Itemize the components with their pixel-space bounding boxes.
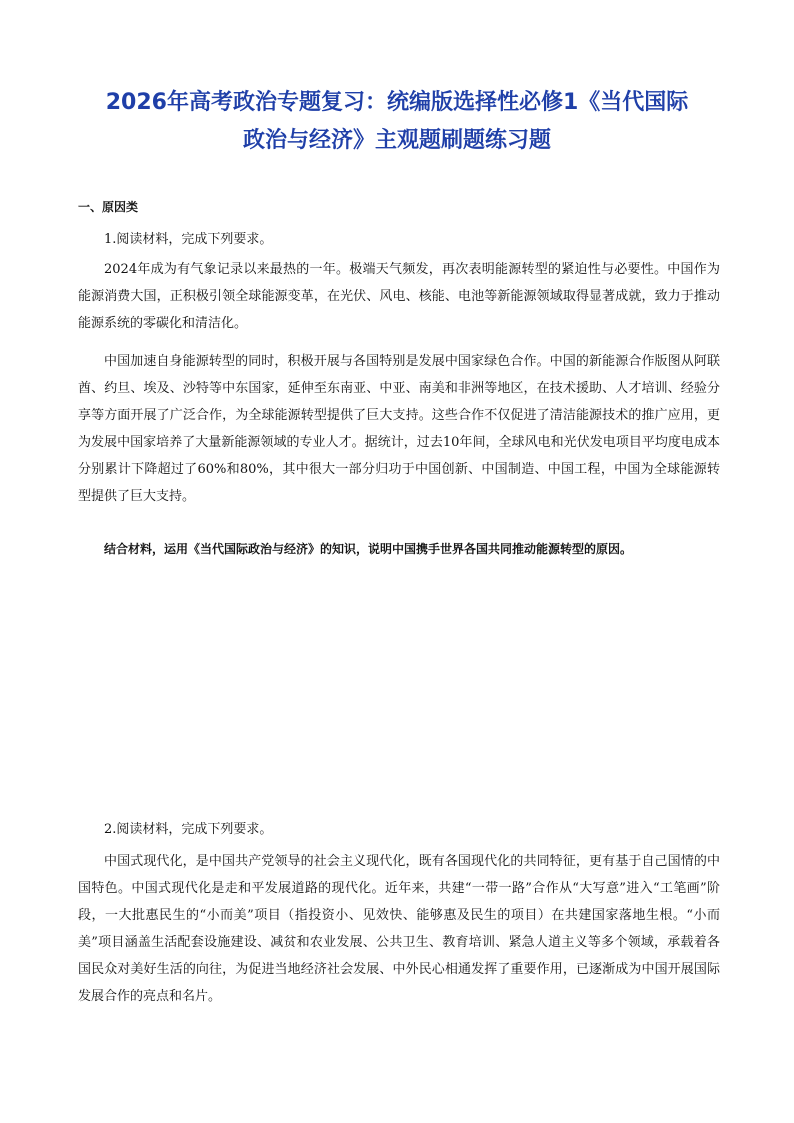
question-1-paragraph-2: 中国加速自身能源转型的同时，积极开展与各国特别是发展中国家绿色合作。中国的新能源合作版图从阿联酋、约旦、埃及、沙特等中东国家，延伸至东南亚、中亚、南美和非洲等地区，在技术援助、人才培训、经验分享等方面开展了广泛合作，为全球能源转型提供了巨大支持。这些合作不仅促进了清洁能源技术的推广应用，更为发展中国家培养了大量新能源领域的专业人才。据统计，过去10年间，全球风电和光伏发电项目平均度电成本分别累计下降超过了60%和80%，其中很大一部分归功于中国创新、中国制造、中国工程，中国为全球能源转型提供了巨大支持。 (78, 354, 720, 504)
question-2-label: 2.阅读材料，完成下列要求。 (104, 822, 273, 837)
question-1-label: 1.阅读材料，完成下列要求。 (104, 232, 273, 247)
document-title (60, 84, 734, 160)
question-2-paragraph-1: 中国式现代化，是中国共产党领导的社会主义现代化，既有各国现代化的共同特征，更有基于自己国情的中国特色。中国式现代化是走和平发展道路的现代化。近年来，共建“一带一路”合作从“大写意”进入“工笔画”阶段，一大批惠民生的“小而美”项目（指投资小、见效快、能够惠及民生的项目）在共建国家落地生根。“小而美”项目涵盖生活配套设施建设、减贫和农业发展、公共卫生、教育培训、紧急人道主义等多个领域，承载着各国民众对美好生活的向往，为促进当地经济社会发展、中外民心相通发挥了重要作用，已逐渐成为中国开展国际发展合作的亮点和名片。 (78, 854, 720, 1004)
section-heading-reasons: 一、原因类 (78, 200, 139, 214)
title-line-1: 2026年高考政治专题复习：统编版选择性必修1《当代国际 (105, 90, 689, 115)
title-line-2: 政治与经济》主观题刷题练习题 (242, 128, 551, 153)
question-1-task: 结合材料，运用《当代国际政治与经济》的知识，说明中国携手世界各国共同推动能源转型的原因。 (104, 542, 633, 556)
question-1-paragraph-1: 2024年成为有气象记录以来最热的一年。极端天气频发，再次表明能源转型的紧迫性与必要性。中国作为能源消费大国，正积极引领全球能源变革，在光伏、风电、核能、电池等新能源领域取得显著成就，致力于推动能源系统的零碳化和清洁化。 (78, 262, 720, 331)
